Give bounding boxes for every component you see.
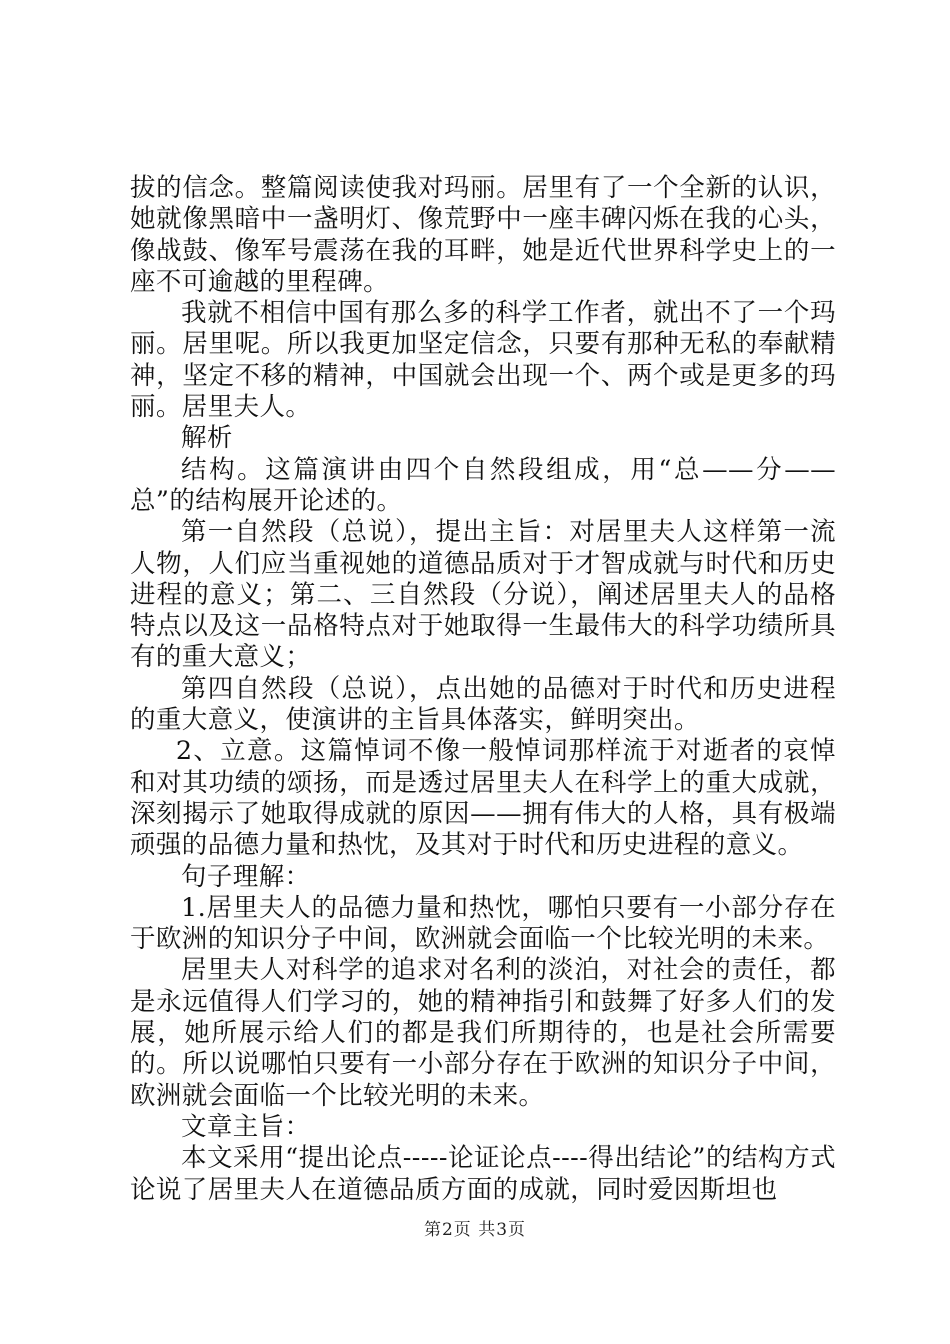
paragraph-sentence-one: 1.居里夫人的品德力量和热忱，哪怕只要有一小部分存在于欧洲的知识分子中间，欧洲就会面临一个比较光明的未来。 <box>130 892 836 955</box>
paragraph-section-four: 第四自然段（总说），点出她的品德对于时代和历史进程的重大意义，使演讲的主旨具体落实，鲜明突出。 <box>130 673 836 736</box>
page-footer: 第2页 共3页 <box>423 1220 527 1240</box>
paragraph-structure: 结构。这篇演讲由四个自然段组成，用“总——分——总”的结构展开论述的。 <box>130 454 836 516</box>
paragraph-1: 拔的信念。整篇阅读使我对玛丽。居里有了一个全新的认识，她就像黑暗中一盏明灯、像荒野中一座丰碑闪烁在我的心头，像战鼓、像军号震荡在我的耳畔，她是近代世界科学史上的一座不可逾越的里程碑。 <box>130 173 836 297</box>
paragraph-main-idea: 本文采用“提出论点-----论证论点----得出结论”的结构方式论说了居里夫人在道德品质方面的成就，同时爱因斯坦也 <box>130 1143 836 1205</box>
paragraph-intent: 2、立意。这篇悼词不像一般悼词那样流于对逝者的哀悼和对其功绩的颂扬，而是透过居里夫人在科学上的重大成就，深刻揭示了她取得成就的原因——拥有伟大的人格，具有极端顽强的品德力量和热忱，及其对于时代和历史进程的意义。 <box>130 736 836 861</box>
heading-sentence-understanding: 句子理解： <box>181 861 311 892</box>
document-body <box>130 173 836 1206</box>
heading-main-idea: 文章主旨： <box>181 1111 311 1142</box>
paragraph-section-one: 第一自然段（总说），提出主旨：对居里夫人这样第一流人物，人们应当重视她的道德品质对于才智成就与时代和历史进程的意义；第二、三自然段（分说），阐述居里夫人的品格特点以及这一品格特点对于她取得一生最伟大的科学功绩所具有的重大意义； <box>130 517 836 673</box>
heading-analysis: 解析 <box>181 423 233 454</box>
paragraph-2: 我就不相信中国有那么多的科学工作者，就出不了一个玛丽。居里呢。所以我更加坚定信念，只要有那种无私的奉献精神，坚定不移的精神，中国就会出现一个、两个或是更多的玛丽。居里夫人。 <box>130 298 836 423</box>
paragraph-explanation: 居里夫人对科学的追求对名利的淡泊，对社会的责任，都是永远值得人们学习的，她的精神指引和鼓舞了好多人们的发展，她所展示给人们的都是我们所期待的，也是社会所需要的。所以说哪怕只要有一小部分存在于欧洲的知识分子中间，欧洲就会面临一个比较光明的未来。 <box>130 955 836 1111</box>
